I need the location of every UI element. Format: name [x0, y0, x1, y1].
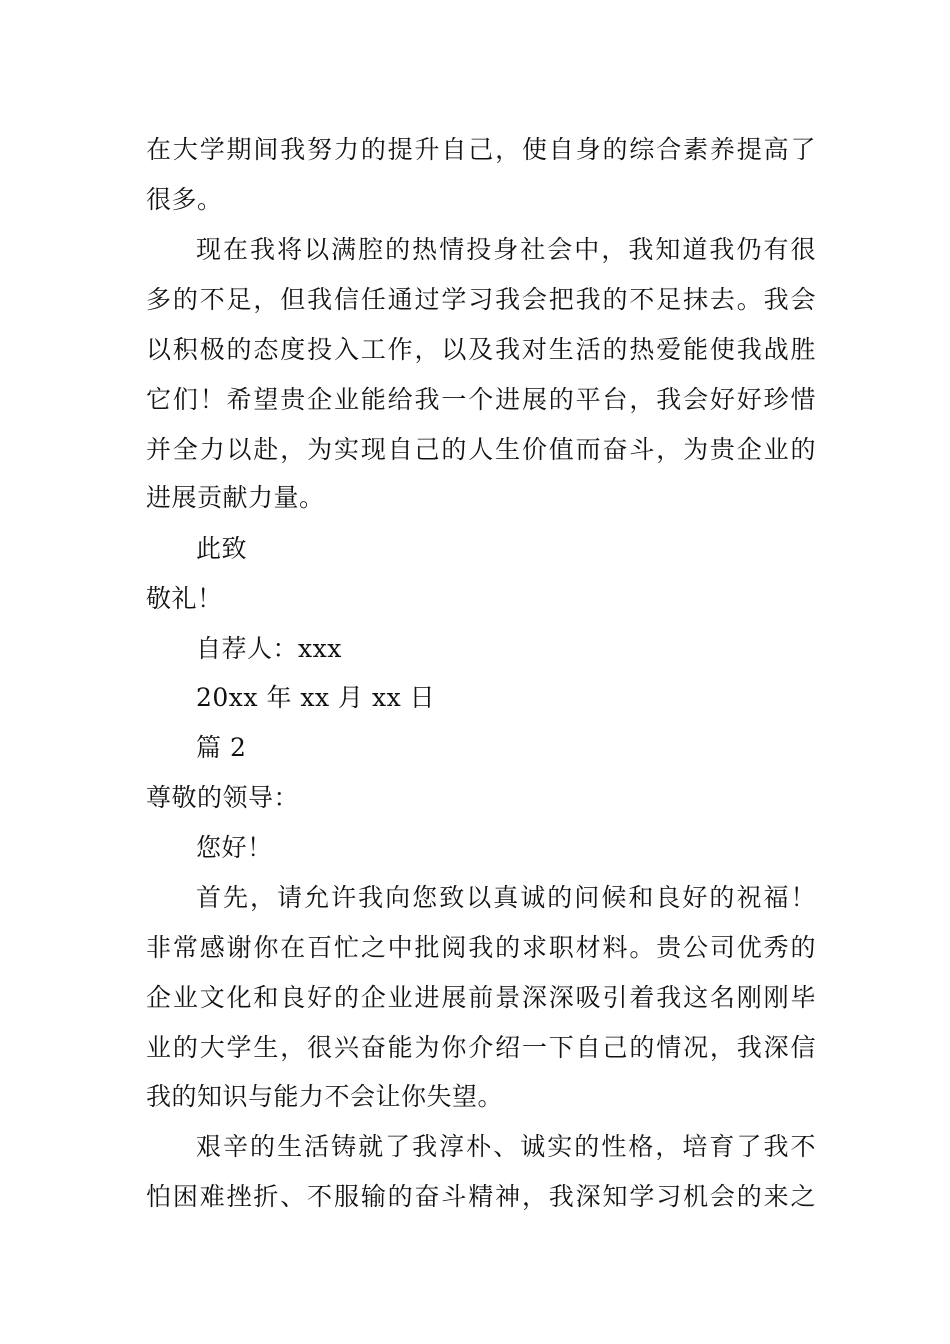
signature-name: 自荐人：xxx: [196, 634, 342, 663]
letter-hello: 您好！: [196, 833, 273, 862]
paragraph-line: 很多。: [146, 185, 223, 214]
paragraph-line: 现在我将以满腔的热情投身社会中，我知道我仍有很: [196, 235, 816, 264]
paragraph-line: 在大学期间我努力的提升自己，使自身的综合素养提高了: [146, 135, 816, 164]
paragraph-line: 首先，请允许我向您致以真诚的问候和良好的祝福！: [196, 883, 816, 912]
paragraph-line: 进展贡献力量。: [146, 483, 325, 512]
closing-regards: 敬礼！: [146, 584, 223, 613]
paragraph-line: 以积极的态度投入工作，以及我对生活的热爱能使我战胜: [146, 335, 816, 364]
signature-date: 20xx 年 xx 月 xx 日: [196, 683, 436, 712]
paragraph-line: 我的知识与能力不会让你失望。: [146, 1082, 504, 1111]
letter-greeting: 尊敬的领导：: [146, 783, 300, 812]
paragraph-line: 怕困难挫折、不服输的奋斗精神，我深知学习机会的来之: [146, 1182, 816, 1211]
paragraph-line: 业的大学生，很兴奋能为你介绍一下自己的情况，我深信: [146, 1033, 816, 1062]
paragraph-line: 它们！希望贵企业能给我一个进展的平台，我会好好珍惜: [146, 385, 816, 414]
paragraph-line: 非常感谢你在百忙之中批阅我的求职材料。贵公司优秀的: [146, 933, 816, 962]
paragraph-line: 多的不足，但我信任通过学习我会把我的不足抹去。我会: [146, 285, 816, 314]
paragraph-line: 并全力以赴，为实现自己的人生价值而奋斗，为贵企业的: [146, 435, 816, 464]
paragraph-line: 企业文化和良好的企业进展前景深深吸引着我这名刚刚毕: [146, 983, 816, 1012]
section-heading: 篇 2: [196, 733, 247, 762]
paragraph-line: 艰辛的生活铸就了我淳朴、诚实的性格，培育了我不: [196, 1132, 816, 1161]
closing-salutation: 此致: [196, 534, 248, 563]
